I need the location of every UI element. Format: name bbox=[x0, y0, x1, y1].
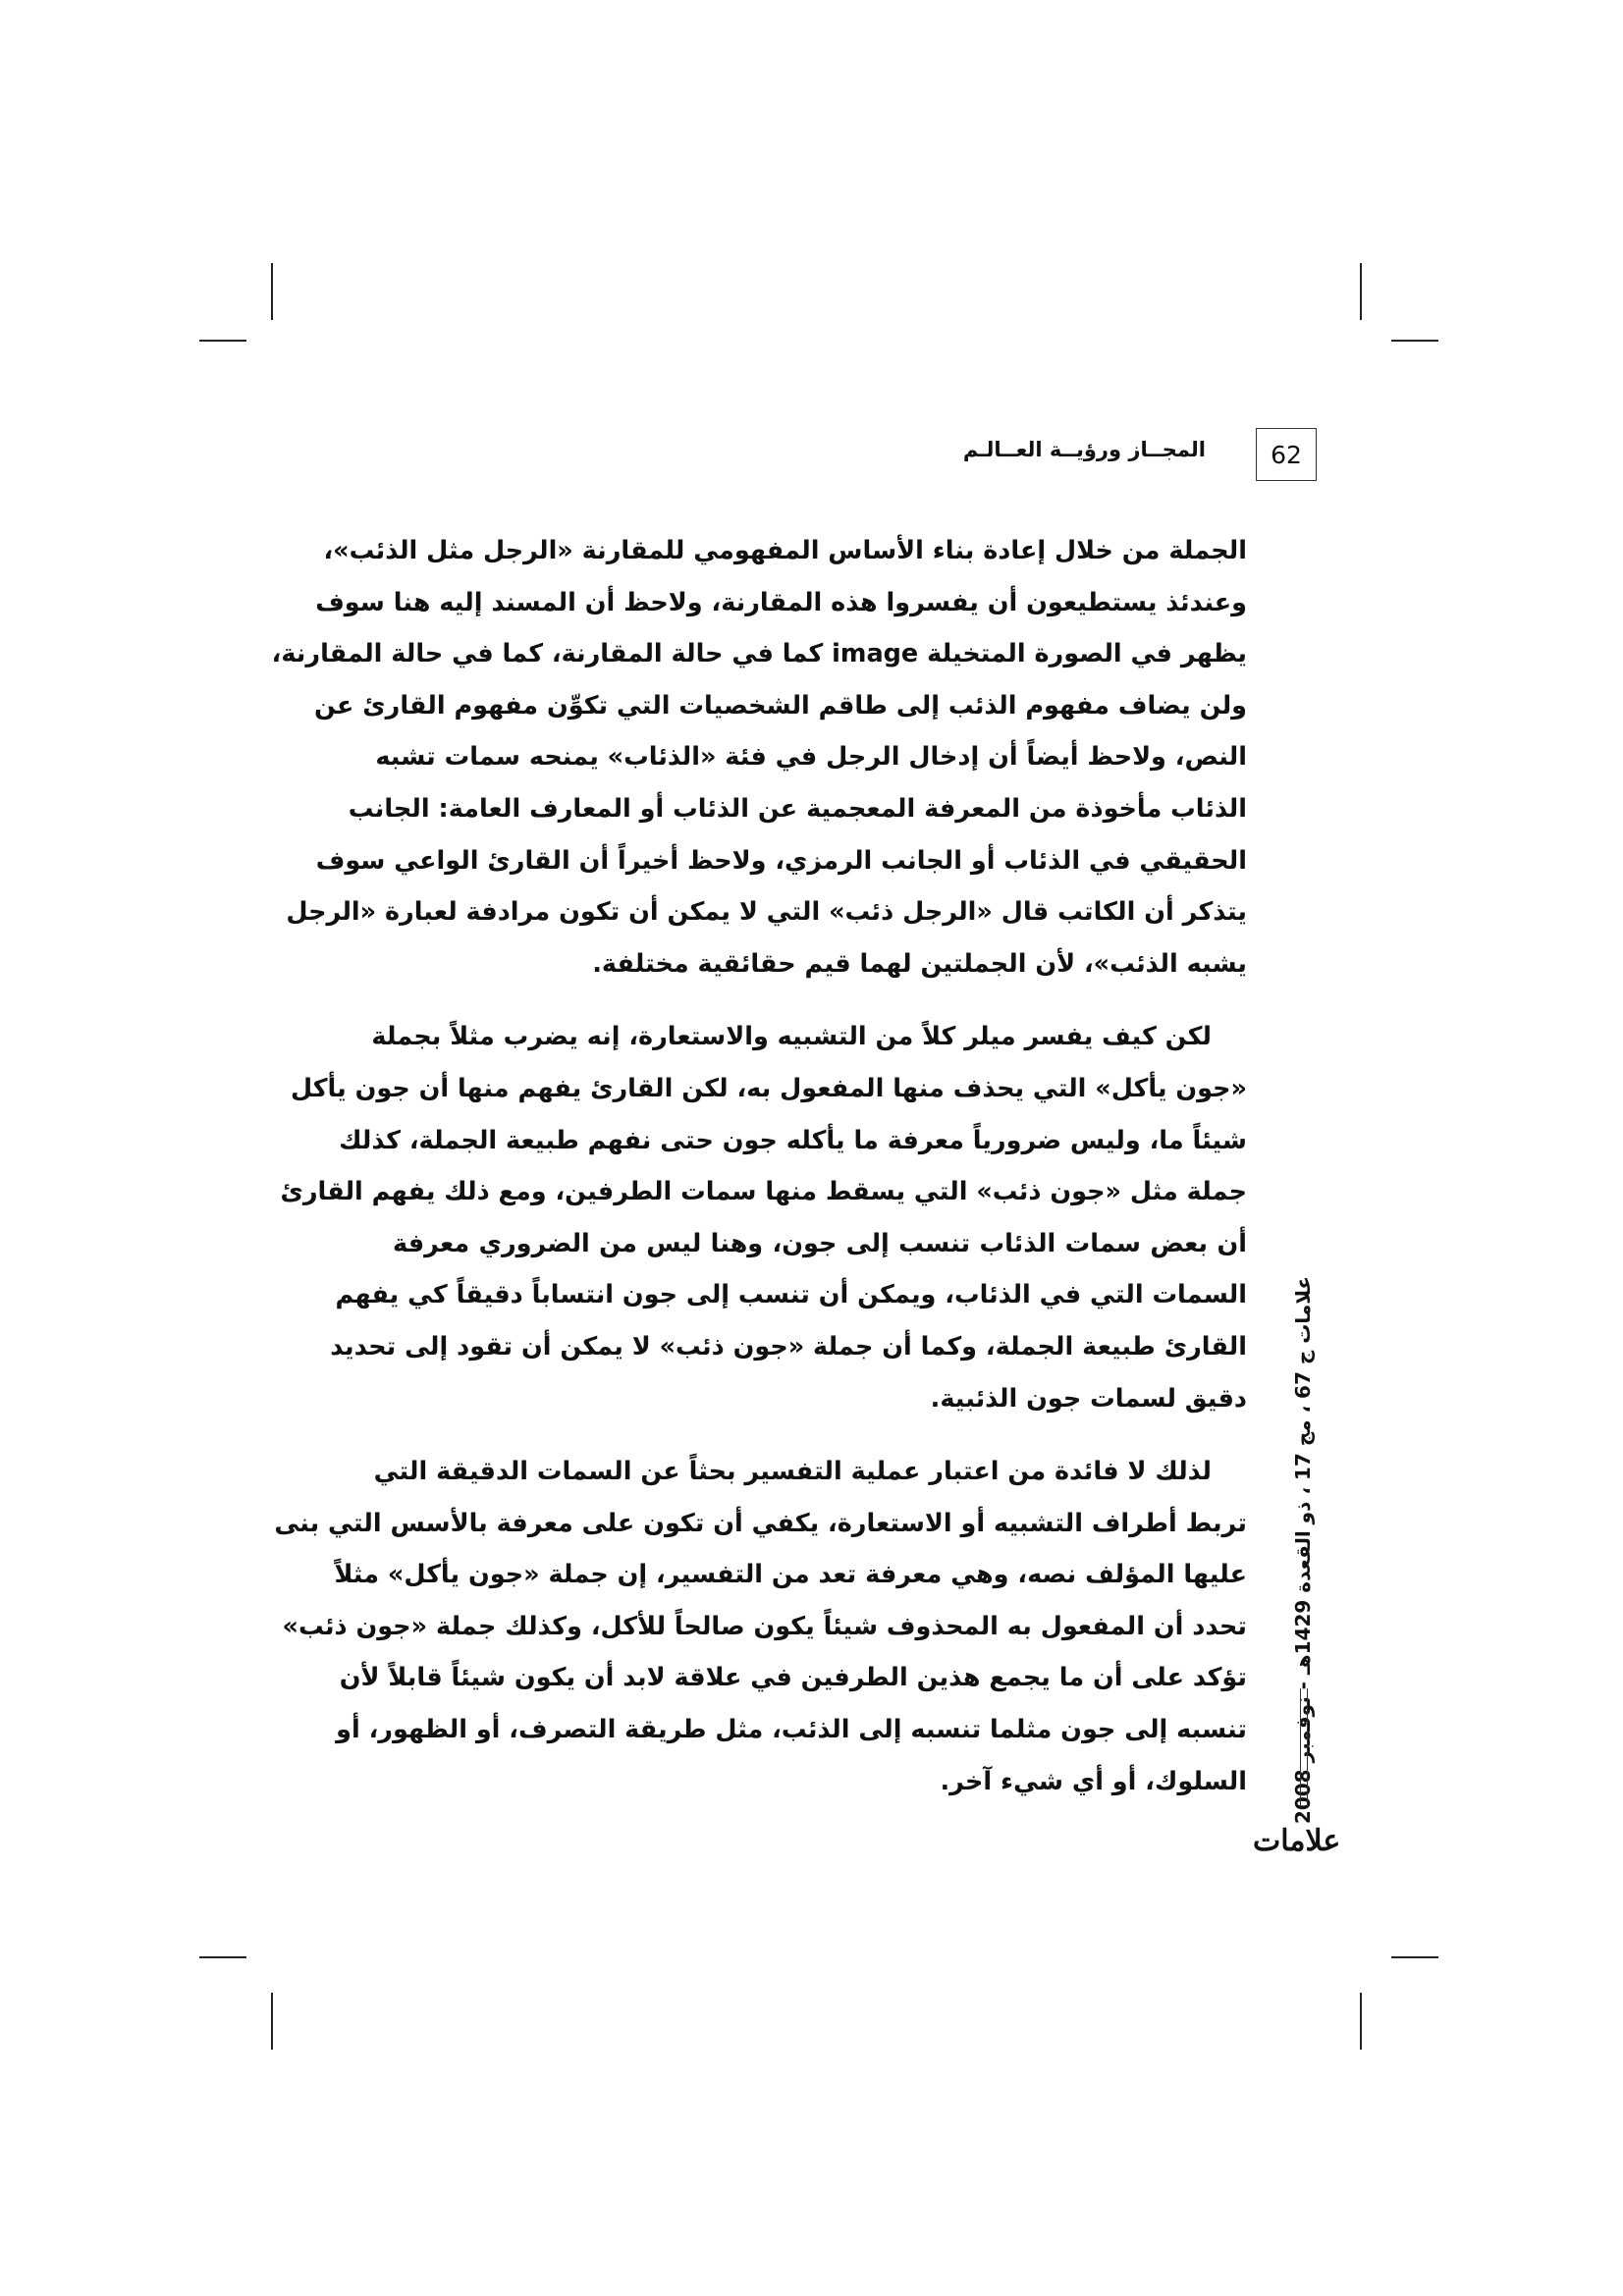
text-line: القارئ طبيعة الجملة، وكما أن جملة «جون ذئب» لا يمكن أن تقود إلى تحديد bbox=[330, 1331, 1247, 1362]
text-line: يتذكر أن الكاتب قال «الرجل ذئب» التي لا يمكن أن تكون مرادفة لعبارة «الرجل bbox=[286, 897, 1247, 928]
crop-mark-bottom-left-h bbox=[199, 1956, 246, 1958]
journal-info-text: علامات ج 67 ، مج 17 ، ذو القعدة 1429هـ - نوفمبر 2008 bbox=[1291, 1275, 1315, 1825]
text-line: شيئاً ما، وليس ضرورياً معرفة ما يأكله جون حتى نفهم طبيعة الجملة، كذلك bbox=[339, 1125, 1247, 1155]
text-line: لكن كيف يفسر ميلر كلاً من التشبيه والاستعارة، إنه يضرب مثلاً بجملة bbox=[371, 1022, 1212, 1052]
text-line: جملة مثل «جون ذئب» التي يسقط منها سمات الطرفين، ومع ذلك يفهم القارئ bbox=[280, 1177, 1247, 1207]
running-title: المجــاز ورؤيــة العــالـم bbox=[962, 438, 1206, 461]
text-line: تؤكد على أن ما يجمع هذين الطرفين في علاقة لابد أن يكون شيئاً قابلاً لأن bbox=[339, 1663, 1247, 1693]
text-line: الجملة من خلال إعادة بناء الأساس المفهومي للمقارنة «الرجل مثل الذئب»، bbox=[323, 536, 1247, 565]
text-line: دقيق لسمات جون الذئبية. bbox=[930, 1383, 1247, 1414]
text-line: الحقيقي في الذئاب أو الجانب الرمزي، ولاحظ أخيراً أن القارئ الواعي سوف bbox=[315, 845, 1247, 876]
text-line: الذئاب مأخوذة من المعرفة المعجمية عن الذئاب أو المعارف العامة: الجانب bbox=[348, 793, 1247, 824]
crop-mark-bottom-right-h bbox=[1391, 1956, 1438, 1958]
text-line: «جون يأكل» التي يحذف منها المفعول به، لكن القارئ يفهم منها أن جون يأكل bbox=[290, 1073, 1247, 1103]
crop-mark-bottom-right bbox=[1360, 1993, 1362, 2050]
text-line: السلوك، أو أي شيء آخر. bbox=[940, 1766, 1247, 1796]
paragraph-1 bbox=[271, 525, 1247, 989]
page-number: 62 bbox=[1256, 428, 1317, 481]
margin-rule bbox=[1300, 1688, 1308, 1806]
crop-mark-top-left bbox=[271, 263, 273, 320]
text-line: النص، ولاحظ أيضاً أن إدخال الرجل في فئة «الذئاب» يمنحه سمات تشبه bbox=[375, 742, 1247, 773]
text-line: تربط أطراف التشبيه أو الاستعارة، يكفي أن تكون على معرفة بالأسس التي بنى bbox=[274, 1508, 1247, 1538]
crop-mark-top-right-h bbox=[1391, 340, 1438, 342]
text-line: وعندئذ يستطيعون أن يفسروا هذه المقارنة، ولاحظ أن المسند إليه هنا سوف bbox=[315, 587, 1247, 617]
text-line: تحدد أن المفعول به المحذوف شيئاً يكون صالحاً للأكل، وكذلك جملة «جون ذئب» bbox=[282, 1611, 1247, 1641]
text-line: يشبه الذئب»، لأن الجملتين لهما قيم حقائقية مختلفة. bbox=[592, 948, 1247, 979]
crop-mark-bottom-left bbox=[271, 1993, 273, 2050]
text-line: عليها المؤلف نصه، وهي معرفة تعد من التفسير، إن جملة «جون يأكل» مثلاً bbox=[334, 1560, 1247, 1590]
body-text bbox=[271, 525, 1247, 1807]
journal-logo: علامات bbox=[1253, 1824, 1341, 1858]
paragraph-2 bbox=[280, 1011, 1247, 1424]
text-line: لذلك لا فائدة من اعتبار عملية التفسير بحثاً عن السمات الدقيقة التي bbox=[373, 1457, 1212, 1487]
text-line: يظهر في الصورة المتخيلة image كما في حالة المقارنة، كما في حالة المقارنة، bbox=[271, 639, 1247, 669]
text-line: السمات التي في الذئاب، ويمكن أن تنسب إلى جون انتساباً دقيقاً كي يفهم bbox=[335, 1280, 1247, 1310]
text-line: تنسبه إلى جون مثلما تنسبه إلى الذئب، مثل طريقة التصرف، أو الظهور، أو bbox=[336, 1715, 1247, 1745]
text-line: أن بعض سمات الذئاب تنسب إلى جون، وهنا ليس من الضروري معرفة bbox=[393, 1228, 1247, 1258]
text-line: ولن يضاف مفهوم الذئب إلى طاقم الشخصيات التي تكوِّن مفهوم القارئ عن bbox=[314, 690, 1247, 721]
paragraph-3 bbox=[274, 1446, 1247, 1807]
crop-mark-top-right bbox=[1360, 263, 1362, 320]
crop-mark-top-left-h bbox=[199, 340, 246, 342]
